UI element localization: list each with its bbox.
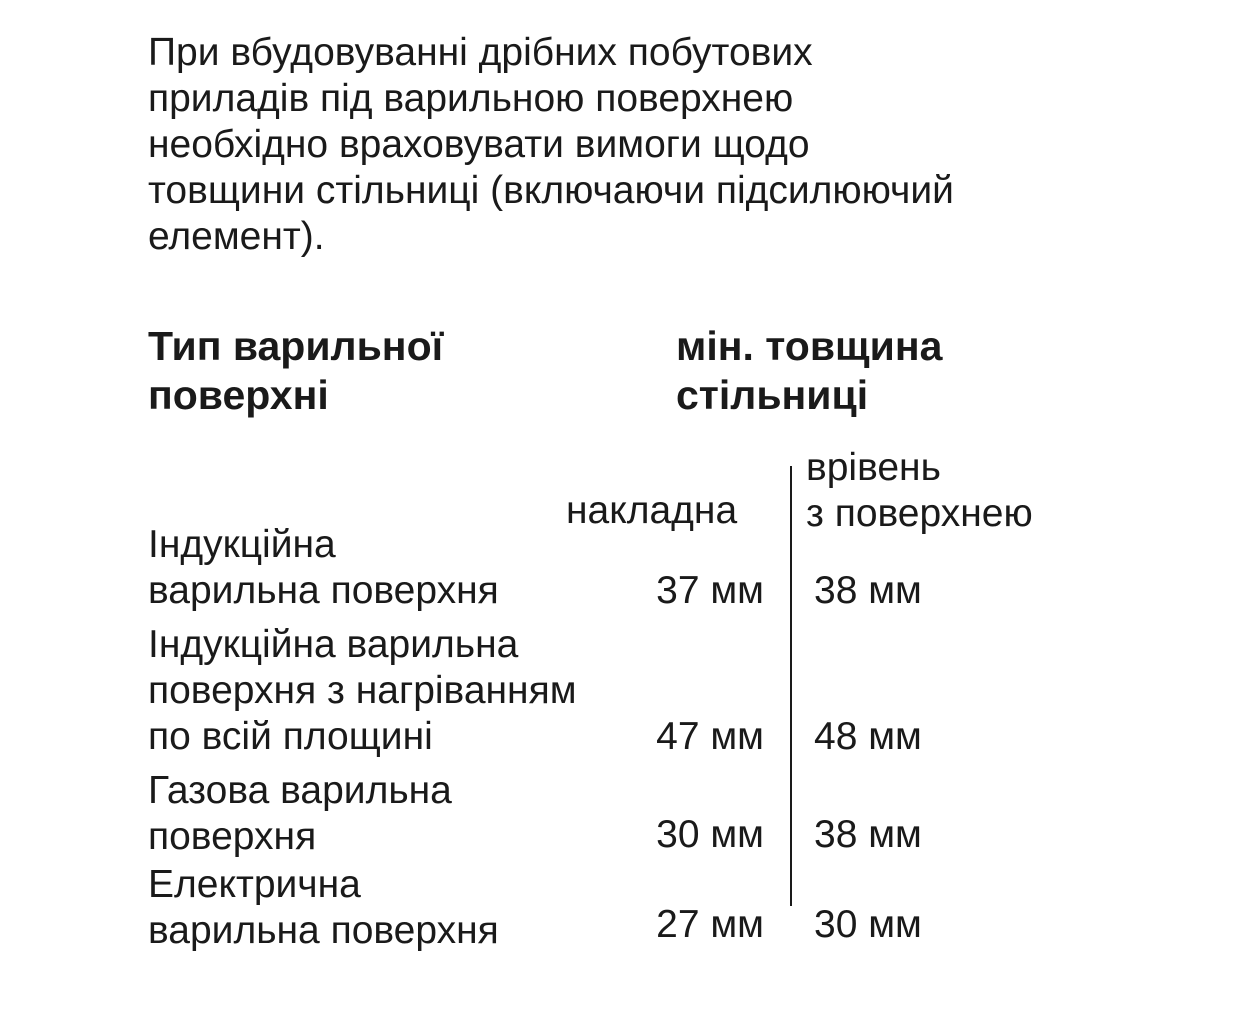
value-surface-gas: 30 мм bbox=[656, 813, 764, 856]
value-surface-electric: 27 мм bbox=[656, 903, 764, 946]
row-name-line: Індукційна bbox=[148, 523, 336, 566]
row-name-gas bbox=[148, 768, 452, 860]
value-flush-induction-full-area: 48 мм bbox=[814, 715, 922, 758]
value-surface-induction-full-area: 47 мм bbox=[656, 715, 764, 758]
value-flush-electric: 30 мм bbox=[814, 903, 922, 946]
row-name-electric bbox=[148, 862, 499, 954]
row-name-induction-full-area bbox=[148, 622, 577, 760]
intro-line: приладів під варильною поверхнею bbox=[148, 77, 794, 120]
row-name-line: варильна поверхня bbox=[148, 909, 499, 952]
intro-line: елемент). bbox=[148, 215, 325, 258]
row-name-line: Індукційна варильна bbox=[148, 623, 519, 666]
subheader-line: з поверхнею bbox=[806, 492, 1033, 535]
column-divider bbox=[790, 466, 792, 906]
row-name-induction bbox=[148, 522, 499, 614]
row-name-line: поверхня bbox=[148, 815, 317, 858]
header-line: стільниці bbox=[676, 372, 869, 418]
value-surface-induction: 37 мм bbox=[656, 569, 764, 612]
row-name-line: Газова варильна bbox=[148, 769, 452, 812]
subheader-surface-mounted: накладна bbox=[566, 489, 738, 532]
intro-paragraph bbox=[148, 30, 1148, 260]
header-line: Тип варильної bbox=[148, 323, 444, 369]
header-line: мін. товщина bbox=[676, 323, 943, 369]
header-cooktop-type bbox=[148, 322, 443, 420]
subheader-flush bbox=[806, 445, 1033, 537]
header-line: поверхні bbox=[148, 372, 329, 418]
row-name-line: Електрична bbox=[148, 863, 361, 906]
value-flush-induction: 38 мм bbox=[814, 569, 922, 612]
row-name-line: поверхня з нагріванням bbox=[148, 669, 577, 712]
subheader-line: врівень bbox=[806, 446, 941, 489]
intro-line: товщини стільниці (включаючи підсилюючий bbox=[148, 169, 954, 212]
intro-line: необхідно враховувати вимоги щодо bbox=[148, 123, 810, 166]
row-name-line: по всій площині bbox=[148, 715, 433, 758]
row-name-line: варильна поверхня bbox=[148, 569, 499, 612]
header-min-thickness bbox=[676, 322, 942, 420]
value-flush-gas: 38 мм bbox=[814, 813, 922, 856]
intro-line: При вбудовуванні дрібних побутових bbox=[148, 31, 813, 74]
